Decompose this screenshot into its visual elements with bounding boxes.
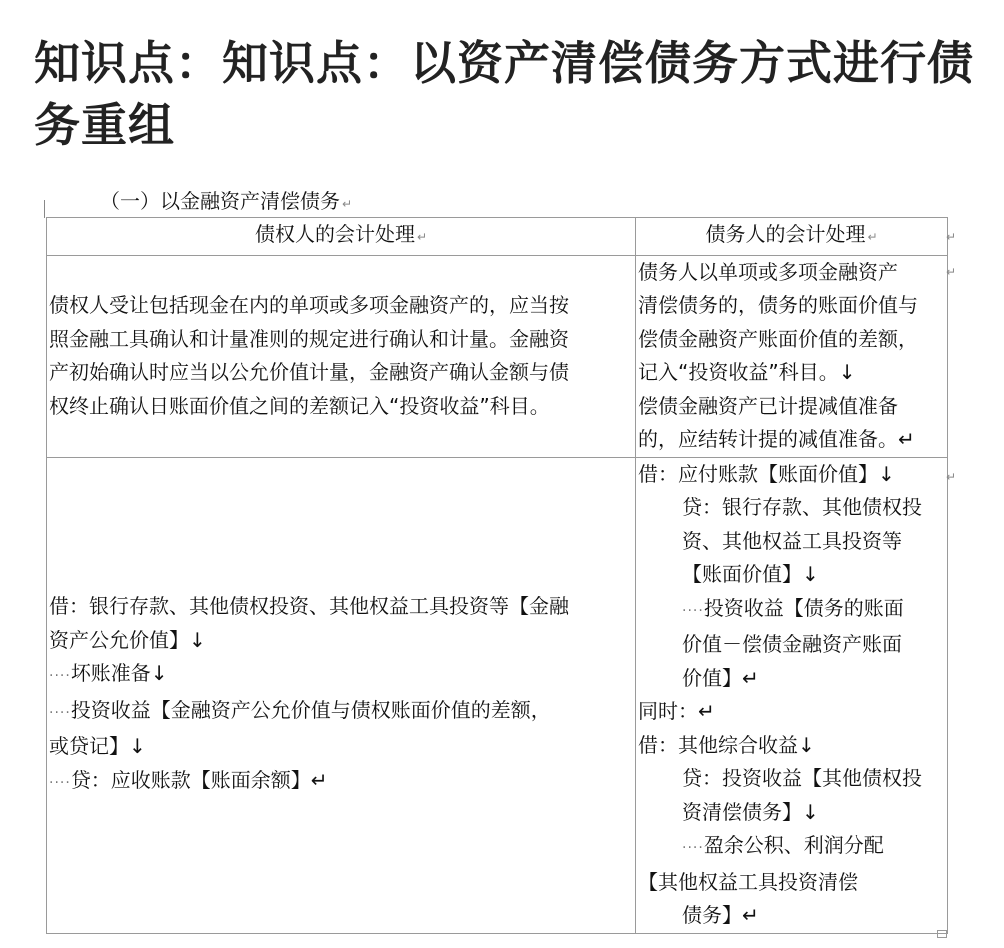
paragraph-mark-icon: ↵ <box>342 197 353 211</box>
journal-line <box>638 899 945 933</box>
journal-line <box>638 796 945 830</box>
text-line: 清偿债务的，债务的账面价值与 <box>638 293 918 317</box>
journal-line <box>638 558 945 592</box>
header-creditor-text: 债权人的会计处理 <box>254 222 415 246</box>
journal-text: 坏账准备↓ <box>70 661 168 685</box>
journal-line <box>49 730 633 764</box>
cell-end-mark-icon: ↵ <box>946 230 957 244</box>
document-image <box>0 180 1004 948</box>
table-row <box>47 457 948 933</box>
journal-text: 盈余公积、利润分配 <box>703 833 884 857</box>
journal-text: 借：应付账款【账面价值】↓ <box>638 461 895 486</box>
text-line: 债务人以单项或多项金融资产 <box>638 259 898 284</box>
journal-text: 资、其他权益工具投资等 <box>682 528 902 553</box>
journal-line <box>638 866 945 900</box>
debtor-entry-cell <box>636 457 948 933</box>
debtor-principle-cell <box>636 255 948 457</box>
journal-line <box>638 829 945 866</box>
journal-line <box>638 628 945 662</box>
journal-text: 价值－偿债金融资产账面 <box>682 632 902 656</box>
table-header-row <box>47 218 948 256</box>
journal-line <box>49 624 633 658</box>
text-line: 记入“投资收益”科目。↓ <box>638 360 856 384</box>
journal-line <box>638 762 945 796</box>
table-end-marker <box>937 930 947 938</box>
journal-text: 债务】↵ <box>682 903 759 927</box>
journal-line <box>49 590 633 624</box>
journal-line <box>638 592 945 629</box>
indent-dots-icon: ···· <box>682 602 704 619</box>
journal-line <box>49 764 633 801</box>
journal-line <box>49 657 633 694</box>
text-line: 权终止确认日账面价值之间的差额记入“投资收益”科目。 <box>49 393 550 418</box>
journal-text: 价值】↵ <box>682 665 759 690</box>
journal-text: 贷：银行存款、其他债权投 <box>682 495 922 519</box>
page-title: 知识点：知识点：以资产清偿债务方式进行债务重组 <box>34 36 974 152</box>
paragraph-mark-icon: ↵ <box>867 230 878 244</box>
journal-text: 资清偿债务】↓ <box>682 799 819 824</box>
journal-text: 投资收益【债务的账面 <box>703 595 904 620</box>
journal-text: 资产公允价值】↓ <box>49 627 206 652</box>
margin-marker <box>44 200 45 218</box>
indent-dots-icon: ···· <box>682 840 704 856</box>
journal-line <box>638 662 945 696</box>
text-line: 债权人受让包括现金在内的单项或多项金融资产的，应当按 <box>49 293 569 317</box>
journal-line <box>49 694 633 731</box>
journal-text: 借：银行存款、其他债权投资、其他权益工具投资等【金融 <box>49 594 569 618</box>
cell-end-mark-icon: ↵ <box>946 470 957 484</box>
paragraph-mark-icon: ↵ <box>416 230 428 244</box>
creditor-principle-cell <box>47 255 636 457</box>
journal-text: 贷：投资收益【其他债权投 <box>682 766 922 790</box>
indent-dots-icon: ···· <box>49 774 71 791</box>
journal-text: 【账面价值】↓ <box>682 562 819 586</box>
journal-text: 借：其他综合收益↓ <box>638 732 815 757</box>
creditor-entry-cell <box>47 457 636 933</box>
text-line: 偿债金融资产已计提减值准备 <box>638 393 898 418</box>
accounting-table <box>46 217 948 934</box>
journal-text: 【其他权益工具投资清偿 <box>638 869 858 894</box>
header-debtor-text: 债务人的会计处理 <box>705 222 866 246</box>
table-row <box>47 255 948 457</box>
section-heading-text: （一）以金融资产清偿债务 <box>100 189 340 213</box>
indent-dots-icon: ···· <box>49 704 71 721</box>
journal-line <box>638 729 945 763</box>
journal-text: 贷：应收账款【账面余额】↵ <box>70 767 328 792</box>
indent-dots-icon: ···· <box>49 668 71 684</box>
text-line: 偿债金融资产账面价值的差额， <box>638 326 918 351</box>
text-line: 照金融工具确认和计量准则的规定进行确认和计量。金融资 <box>49 326 569 351</box>
journal-line <box>638 695 945 729</box>
text-line: 产初始确认时应当以公允价值计量，金融资产确认金额与债 <box>49 360 569 384</box>
header-creditor <box>47 218 636 256</box>
cell-end-mark-icon: ↵ <box>946 265 957 279</box>
journal-line <box>638 458 945 492</box>
header-debtor <box>636 218 948 256</box>
text-line: 的，应结转计提的减值准备。↵ <box>638 427 915 451</box>
journal-text: 同时：↵ <box>638 699 715 723</box>
journal-line <box>638 525 945 559</box>
section-heading <box>100 188 352 217</box>
journal-text: 投资收益【金融资产公允价值与债权账面价值的差额， <box>70 697 551 722</box>
journal-line <box>638 491 945 525</box>
journal-text: 或贷记】↓ <box>49 734 146 758</box>
